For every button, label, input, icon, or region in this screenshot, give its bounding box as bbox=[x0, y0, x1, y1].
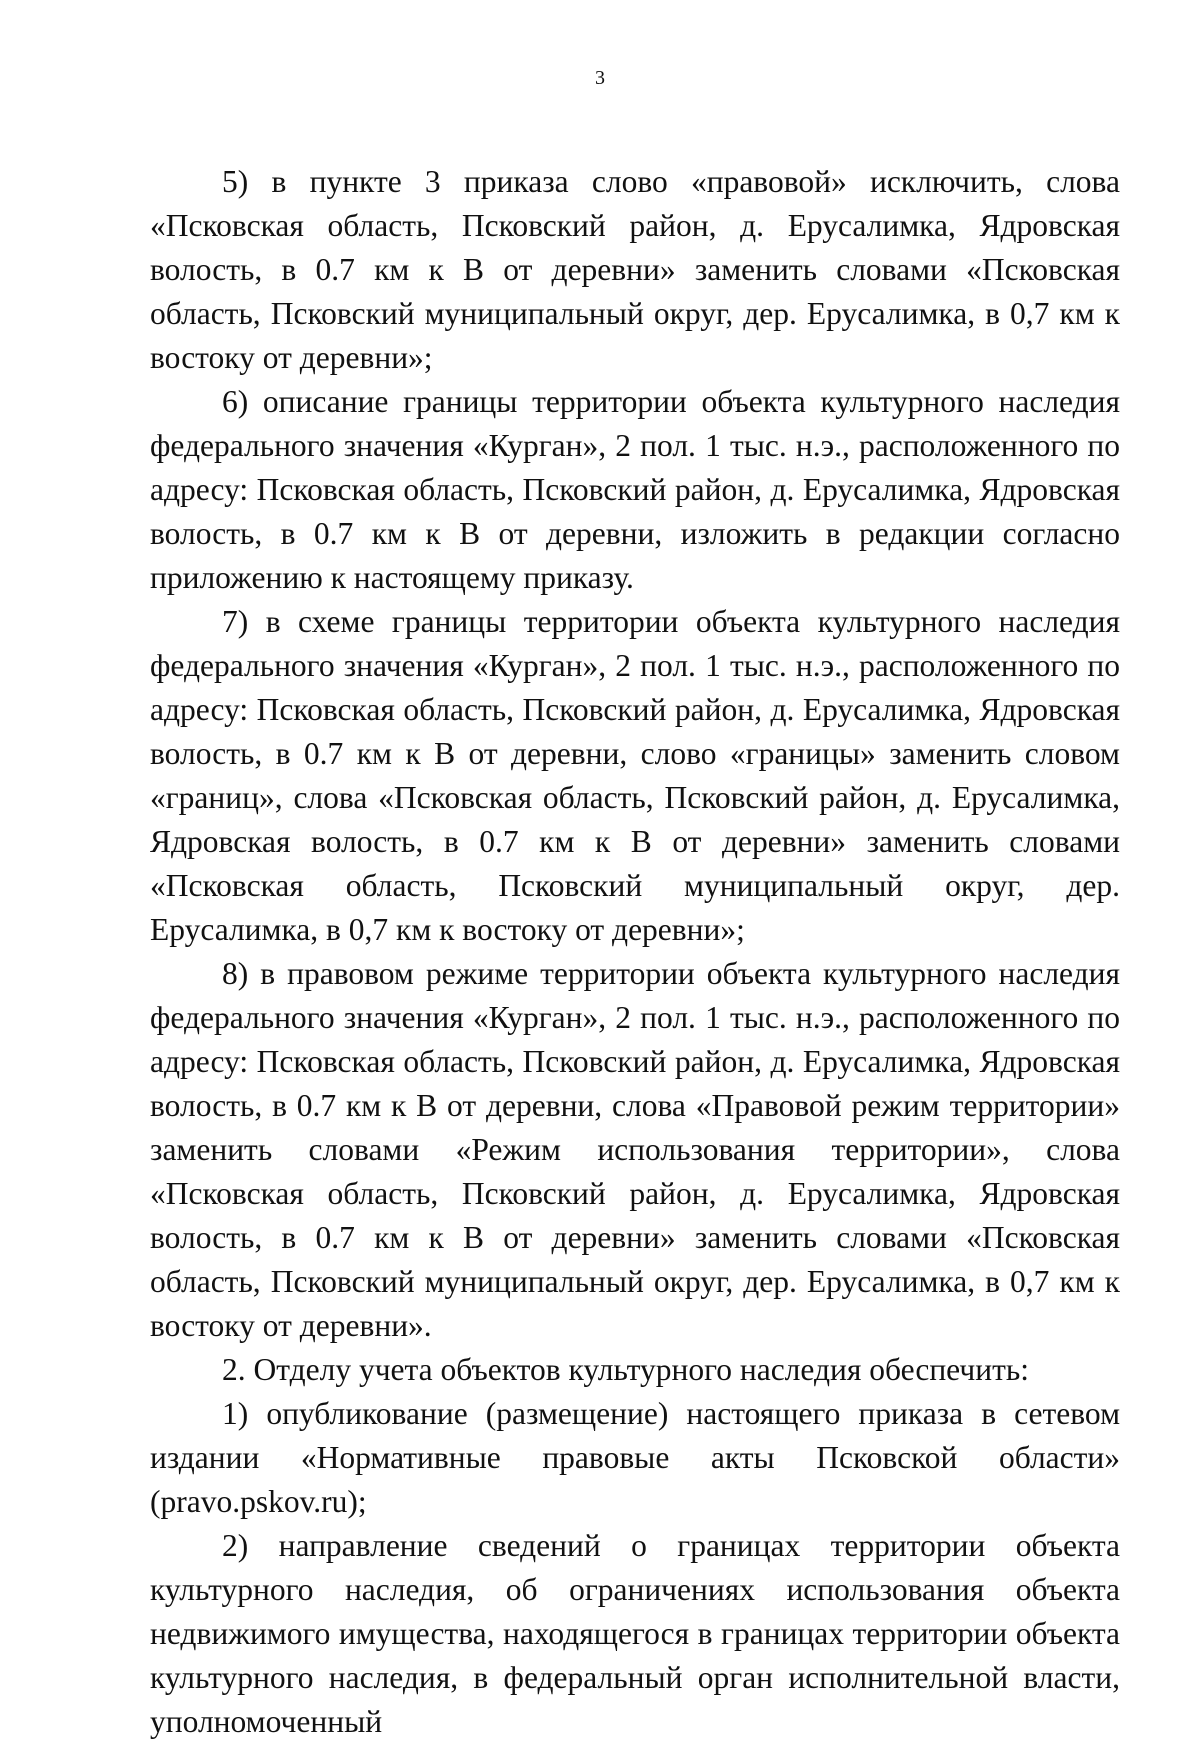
page-number: 3 bbox=[595, 67, 605, 89]
paragraph-subitem-1: 1) опубликование (размещение) настоящего приказа в сетевом издании «Нормативные правовые акты Псковской области» (pravo.pskov.ru); bbox=[150, 1396, 1120, 1519]
paragraph-section-2: 2. Отделу учета объектов культурного наследия обеспечить: bbox=[222, 1352, 1029, 1387]
paragraph-item-7: 7) в схеме границы территории объекта культурного наследия федерального значения «Курган», 2 пол. 1 тыс. н.э., расположенного по адресу: Псковская область, Псковский район, д. Ерусалимка, Ядровская волость, в 0.7 км к В от деревни, слово «границы» заменить словом «границ», слова «Псковская область, Псковский район, д. Ерусалимка, Ядровская волость, в 0.7 км к В от деревни» заменить словами «Псковская область, Псковский муниципальный округ, дер. Ерусалимка, в 0,7 км к востоку от деревни»; bbox=[150, 604, 1120, 947]
paragraph-subitem-2: 2) направление сведений о границах территории объекта культурного наследия, об ограничениях использования объекта недвижимого имущества, находящегося в границах территории объекта культурного наследия, в федеральный орган исполнительной власти, уполномоченный bbox=[150, 1528, 1120, 1739]
paragraph-item-6: 6) описание границы территории объекта культурного наследия федерального значения «Курган», 2 пол. 1 тыс. н.э., расположенного по адресу: Псковская область, Псковский район, д. Ерусалимка, Ядровская волость, в 0.7 км к В от деревни, изложить в редакции согласно приложению к настоящему приказу. bbox=[150, 384, 1120, 595]
document-body bbox=[150, 160, 1120, 1744]
paragraph-item-5: 5) в пункте 3 приказа слово «правовой» исключить, слова «Псковская область, Псковский район, д. Ерусалимка, Ядровская волость, в 0.7 км к В от деревни» заменить словами «Псковская область, Псковский муниципальный округ, дер. Ерусалимка, в 0,7 км к востоку от деревни»; bbox=[150, 164, 1120, 375]
paragraph-item-8: 8) в правовом режиме территории объекта культурного наследия федерального значения «Курган», 2 пол. 1 тыс. н.э., расположенного по адресу: Псковская область, Псковский район, д. Ерусалимка, Ядровская волость, в 0.7 км к В от деревни, слова «Правовой режим территории» заменить словами «Режим использования территории», слова «Псковская область, Псковский район, д. Ерусалимка, Ядровская волость, в 0.7 км к В от деревни» заменить словами «Псковская область, Псковский муниципальный округ, дер. Ерусалимка, в 0,7 км к востоку от деревни». bbox=[150, 956, 1120, 1343]
